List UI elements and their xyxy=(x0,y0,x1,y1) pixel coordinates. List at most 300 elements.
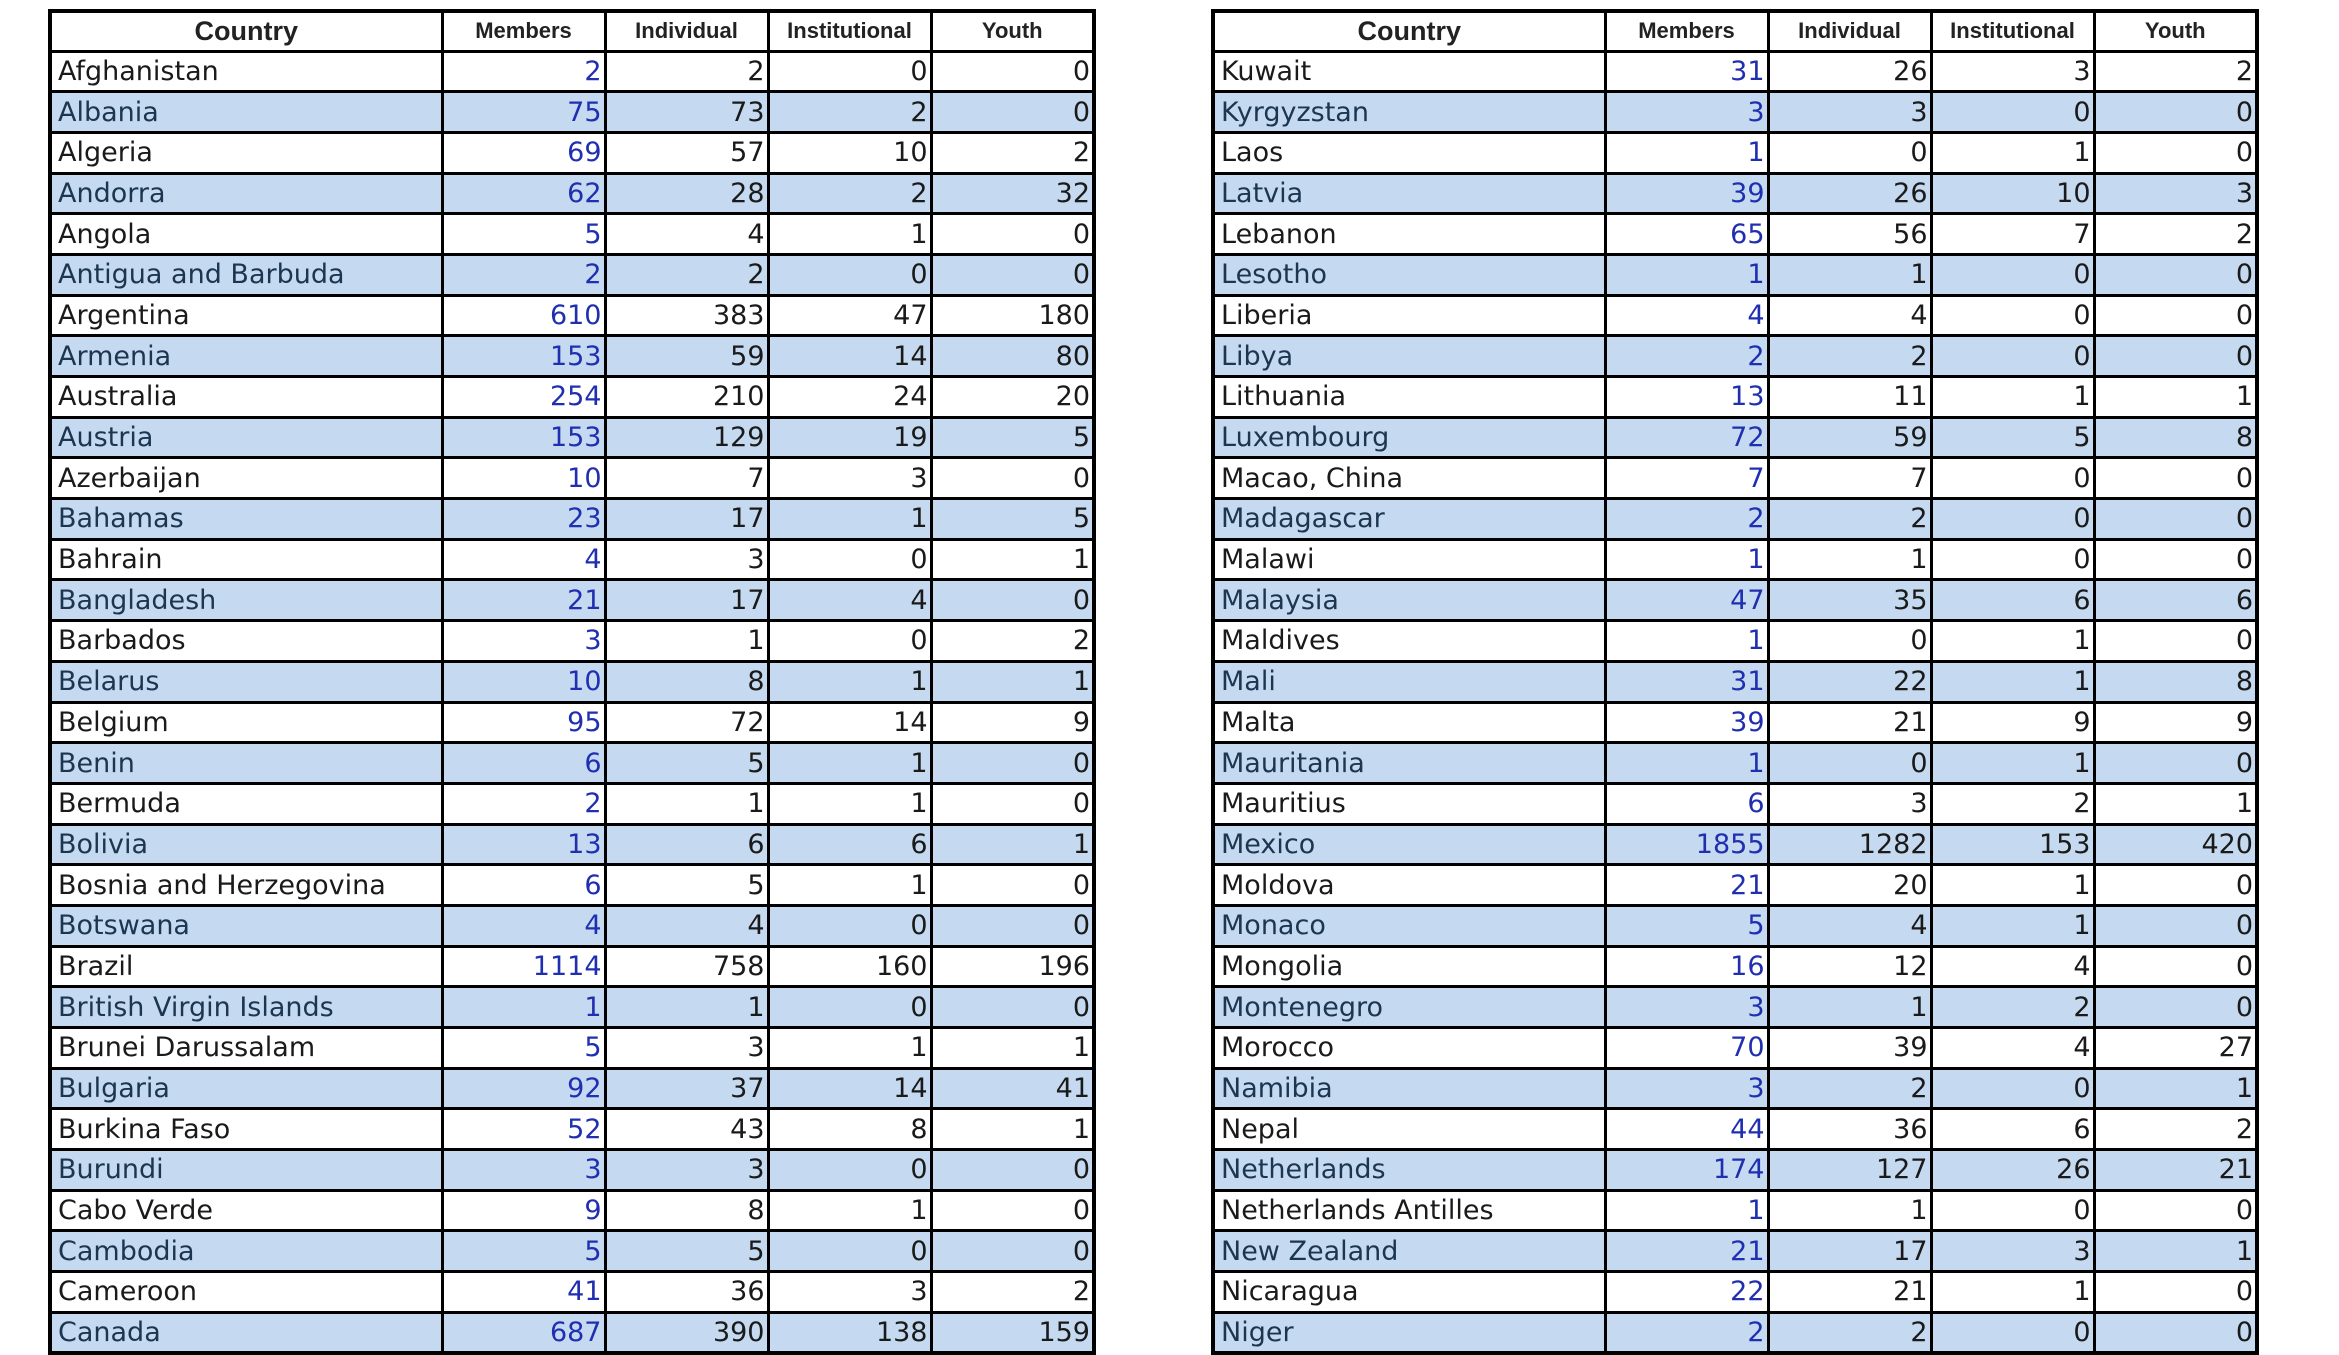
header-row xyxy=(1213,11,2257,51)
youth-cell: 0 xyxy=(2094,539,2257,580)
institutional-cell: 0 xyxy=(1931,336,2094,377)
country-cell: Mali xyxy=(1213,661,1605,702)
country-cell: Libya xyxy=(1213,336,1605,377)
table-row xyxy=(50,865,1094,906)
individual-cell: 1 xyxy=(605,987,768,1028)
institutional-cell: 4 xyxy=(1931,946,2094,987)
individual-cell: 20 xyxy=(1768,865,1931,906)
members-cell: 65 xyxy=(1605,214,1768,255)
individual-cell: 28 xyxy=(605,173,768,214)
youth-cell: 2 xyxy=(2094,214,2257,255)
individual-cell: 2 xyxy=(1768,499,1931,540)
institutional-cell: 0 xyxy=(768,905,931,946)
individual-cell: 59 xyxy=(1768,417,1931,458)
members-cell: 1855 xyxy=(1605,824,1768,865)
members-cell: 52 xyxy=(442,1109,605,1150)
members-cell: 3 xyxy=(442,1150,605,1191)
country-cell: Mongolia xyxy=(1213,946,1605,987)
members-table-left xyxy=(48,9,1096,1355)
institutional-cell: 26 xyxy=(1931,1150,2094,1191)
institutional-cell: 0 xyxy=(1931,539,2094,580)
members-cell: 13 xyxy=(442,824,605,865)
institutional-cell: 1 xyxy=(768,743,931,784)
institutional-cell: 1 xyxy=(1931,661,2094,702)
table-row xyxy=(50,132,1094,173)
institutional-cell: 1 xyxy=(768,1190,931,1231)
individual-cell: 72 xyxy=(605,702,768,743)
table-row xyxy=(1213,51,2257,92)
country-cell: Madagascar xyxy=(1213,499,1605,540)
country-cell: Bangladesh xyxy=(50,580,442,621)
members-cell: 6 xyxy=(442,743,605,784)
country-cell: Mexico xyxy=(1213,824,1605,865)
country-cell: Kyrgyzstan xyxy=(1213,92,1605,133)
country-cell: Andorra xyxy=(50,173,442,214)
youth-cell: 420 xyxy=(2094,824,2257,865)
header-youth: Youth xyxy=(2094,11,2257,51)
table-row xyxy=(50,661,1094,702)
individual-cell: 59 xyxy=(605,336,768,377)
institutional-cell: 1 xyxy=(1931,743,2094,784)
youth-cell: 2 xyxy=(931,132,1094,173)
institutional-cell: 14 xyxy=(768,336,931,377)
table-row xyxy=(1213,1190,2257,1231)
institutional-cell: 6 xyxy=(768,824,931,865)
country-cell: Bosnia and Herzegovina xyxy=(50,865,442,906)
youth-cell: 8 xyxy=(2094,661,2257,702)
institutional-cell: 14 xyxy=(768,702,931,743)
country-cell: Cameroon xyxy=(50,1272,442,1313)
institutional-cell: 1 xyxy=(1931,621,2094,662)
members-table-right xyxy=(1211,9,2259,1355)
institutional-cell: 1 xyxy=(768,499,931,540)
country-cell: Brunei Darussalam xyxy=(50,1028,442,1069)
institutional-cell: 0 xyxy=(1931,295,2094,336)
institutional-cell: 0 xyxy=(1931,1312,2094,1353)
institutional-cell: 6 xyxy=(1931,1109,2094,1150)
institutional-cell: 24 xyxy=(768,377,931,418)
individual-cell: 2 xyxy=(605,254,768,295)
institutional-cell: 0 xyxy=(768,987,931,1028)
individual-cell: 2 xyxy=(1768,336,1931,377)
youth-cell: 21 xyxy=(2094,1150,2257,1191)
youth-cell: 2 xyxy=(931,621,1094,662)
individual-cell: 37 xyxy=(605,1068,768,1109)
table-row xyxy=(50,1190,1094,1231)
individual-cell: 3 xyxy=(1768,92,1931,133)
individual-cell: 8 xyxy=(605,1190,768,1231)
individual-cell: 3 xyxy=(605,1150,768,1191)
individual-cell: 26 xyxy=(1768,173,1931,214)
members-cell: 5 xyxy=(442,1231,605,1272)
youth-cell: 1 xyxy=(931,661,1094,702)
institutional-cell: 3 xyxy=(768,458,931,499)
youth-cell: 1 xyxy=(931,1028,1094,1069)
youth-cell: 0 xyxy=(931,580,1094,621)
members-cell: 2 xyxy=(442,783,605,824)
members-cell: 22 xyxy=(1605,1272,1768,1313)
country-cell: Australia xyxy=(50,377,442,418)
country-cell: Burkina Faso xyxy=(50,1109,442,1150)
country-cell: Bolivia xyxy=(50,824,442,865)
members-cell: 3 xyxy=(442,621,605,662)
members-cell: 21 xyxy=(1605,865,1768,906)
members-cell: 1 xyxy=(1605,1190,1768,1231)
youth-cell: 9 xyxy=(2094,702,2257,743)
country-cell: Malta xyxy=(1213,702,1605,743)
country-cell: Cambodia xyxy=(50,1231,442,1272)
individual-cell: 73 xyxy=(605,92,768,133)
youth-cell: 0 xyxy=(931,214,1094,255)
members-cell: 10 xyxy=(442,458,605,499)
country-cell: Moldova xyxy=(1213,865,1605,906)
youth-cell: 196 xyxy=(931,946,1094,987)
institutional-cell: 4 xyxy=(1931,1028,2094,1069)
country-cell: Netherlands Antilles xyxy=(1213,1190,1605,1231)
members-cell: 6 xyxy=(1605,783,1768,824)
individual-cell: 12 xyxy=(1768,946,1931,987)
table-row xyxy=(1213,1150,2257,1191)
institutional-cell: 0 xyxy=(1931,1068,2094,1109)
institutional-cell: 0 xyxy=(768,539,931,580)
individual-cell: 56 xyxy=(1768,214,1931,255)
table-row xyxy=(50,336,1094,377)
institutional-cell: 1 xyxy=(1931,132,2094,173)
country-cell: Armenia xyxy=(50,336,442,377)
youth-cell: 0 xyxy=(2094,621,2257,662)
youth-cell: 1 xyxy=(2094,1231,2257,1272)
country-cell: Maldives xyxy=(1213,621,1605,662)
individual-cell: 1 xyxy=(605,621,768,662)
institutional-cell: 7 xyxy=(1931,214,2094,255)
country-cell: Lebanon xyxy=(1213,214,1605,255)
country-cell: Argentina xyxy=(50,295,442,336)
country-cell: Morocco xyxy=(1213,1028,1605,1069)
youth-cell: 2 xyxy=(931,1272,1094,1313)
members-cell: 47 xyxy=(1605,580,1768,621)
individual-cell: 0 xyxy=(1768,132,1931,173)
members-cell: 153 xyxy=(442,417,605,458)
individual-cell: 3 xyxy=(1768,783,1931,824)
individual-cell: 4 xyxy=(605,905,768,946)
institutional-cell: 0 xyxy=(1931,499,2094,540)
youth-cell: 0 xyxy=(2094,905,2257,946)
country-cell: Lithuania xyxy=(1213,377,1605,418)
country-cell: Macao, China xyxy=(1213,458,1605,499)
youth-cell: 0 xyxy=(2094,946,2257,987)
members-cell: 2 xyxy=(442,51,605,92)
country-cell: Benin xyxy=(50,743,442,784)
institutional-cell: 0 xyxy=(768,1150,931,1191)
header-individual: Individual xyxy=(1768,11,1931,51)
members-cell: 3 xyxy=(1605,1068,1768,1109)
individual-cell: 0 xyxy=(1768,621,1931,662)
table-row xyxy=(1213,1028,2257,1069)
header-individual: Individual xyxy=(605,11,768,51)
individual-cell: 22 xyxy=(1768,661,1931,702)
country-cell: Bahamas xyxy=(50,499,442,540)
table-row xyxy=(50,621,1094,662)
individual-cell: 1 xyxy=(1768,1190,1931,1231)
country-cell: Namibia xyxy=(1213,1068,1605,1109)
members-cell: 4 xyxy=(442,539,605,580)
members-cell: 3 xyxy=(1605,92,1768,133)
institutional-cell: 3 xyxy=(1931,1231,2094,1272)
table-row xyxy=(50,1150,1094,1191)
institutional-cell: 0 xyxy=(768,1231,931,1272)
youth-cell: 1 xyxy=(2094,1068,2257,1109)
individual-cell: 21 xyxy=(1768,702,1931,743)
members-cell: 1 xyxy=(1605,254,1768,295)
individual-cell: 57 xyxy=(605,132,768,173)
members-cell: 95 xyxy=(442,702,605,743)
members-cell: 2 xyxy=(1605,336,1768,377)
individual-cell: 1 xyxy=(1768,254,1931,295)
individual-cell: 5 xyxy=(605,865,768,906)
country-cell: Belarus xyxy=(50,661,442,702)
table-row xyxy=(1213,946,2257,987)
table-row xyxy=(50,214,1094,255)
table-row xyxy=(50,1312,1094,1353)
table-row xyxy=(1213,295,2257,336)
table-row xyxy=(50,173,1094,214)
individual-cell: 127 xyxy=(1768,1150,1931,1191)
institutional-cell: 19 xyxy=(768,417,931,458)
members-cell: 31 xyxy=(1605,51,1768,92)
table-row xyxy=(1213,783,2257,824)
table-row xyxy=(50,295,1094,336)
institutional-cell: 160 xyxy=(768,946,931,987)
institutional-cell: 0 xyxy=(768,621,931,662)
institutional-cell: 0 xyxy=(1931,1190,2094,1231)
members-cell: 31 xyxy=(1605,661,1768,702)
youth-cell: 0 xyxy=(2094,1272,2257,1313)
members-cell: 23 xyxy=(442,499,605,540)
individual-cell: 1 xyxy=(605,783,768,824)
table-row xyxy=(50,254,1094,295)
country-cell: Montenegro xyxy=(1213,987,1605,1028)
institutional-cell: 9 xyxy=(1931,702,2094,743)
members-cell: 21 xyxy=(442,580,605,621)
members-cell: 5 xyxy=(1605,905,1768,946)
table-row xyxy=(50,743,1094,784)
country-cell: Austria xyxy=(50,417,442,458)
institutional-cell: 1 xyxy=(1931,865,2094,906)
members-cell: 39 xyxy=(1605,702,1768,743)
youth-cell: 1 xyxy=(931,539,1094,580)
table-row xyxy=(50,824,1094,865)
youth-cell: 0 xyxy=(2094,1312,2257,1353)
individual-cell: 4 xyxy=(1768,905,1931,946)
youth-cell: 1 xyxy=(931,824,1094,865)
youth-cell: 0 xyxy=(931,458,1094,499)
youth-cell: 0 xyxy=(2094,987,2257,1028)
table-row xyxy=(1213,377,2257,418)
table-row xyxy=(50,946,1094,987)
country-cell: Bermuda xyxy=(50,783,442,824)
individual-cell: 17 xyxy=(1768,1231,1931,1272)
institutional-cell: 47 xyxy=(768,295,931,336)
institutional-cell: 2 xyxy=(1931,783,2094,824)
country-cell: Lesotho xyxy=(1213,254,1605,295)
members-cell: 610 xyxy=(442,295,605,336)
country-cell: Albania xyxy=(50,92,442,133)
youth-cell: 0 xyxy=(2094,92,2257,133)
institutional-cell: 138 xyxy=(768,1312,931,1353)
individual-cell: 17 xyxy=(605,580,768,621)
table-row xyxy=(50,1028,1094,1069)
youth-cell: 1 xyxy=(931,1109,1094,1150)
members-cell: 1 xyxy=(1605,539,1768,580)
members-cell: 62 xyxy=(442,173,605,214)
members-cell: 1 xyxy=(1605,132,1768,173)
table-row xyxy=(1213,1068,2257,1109)
members-cell: 1 xyxy=(1605,621,1768,662)
institutional-cell: 1 xyxy=(768,783,931,824)
members-cell: 39 xyxy=(1605,173,1768,214)
institutional-cell: 1 xyxy=(1931,905,2094,946)
youth-cell: 0 xyxy=(931,865,1094,906)
individual-cell: 4 xyxy=(605,214,768,255)
table-row xyxy=(50,1109,1094,1150)
country-cell: Malawi xyxy=(1213,539,1605,580)
table-row xyxy=(1213,824,2257,865)
table-row xyxy=(50,1231,1094,1272)
individual-cell: 17 xyxy=(605,499,768,540)
institutional-cell: 153 xyxy=(1931,824,2094,865)
individual-cell: 129 xyxy=(605,417,768,458)
institutional-cell: 1 xyxy=(1931,1272,2094,1313)
members-cell: 7 xyxy=(1605,458,1768,499)
individual-cell: 7 xyxy=(605,458,768,499)
institutional-cell: 3 xyxy=(768,1272,931,1313)
table-row xyxy=(1213,580,2257,621)
members-cell: 16 xyxy=(1605,946,1768,987)
table-row xyxy=(50,92,1094,133)
youth-cell: 0 xyxy=(931,743,1094,784)
table-row xyxy=(50,905,1094,946)
table-row xyxy=(1213,1312,2257,1353)
table-row xyxy=(1213,661,2257,702)
youth-cell: 3 xyxy=(2094,173,2257,214)
members-cell: 1 xyxy=(1605,743,1768,784)
institutional-cell: 8 xyxy=(768,1109,931,1150)
individual-cell: 5 xyxy=(605,1231,768,1272)
institutional-cell: 10 xyxy=(768,132,931,173)
country-cell: Cabo Verde xyxy=(50,1190,442,1231)
institutional-cell: 1 xyxy=(768,865,931,906)
individual-cell: 39 xyxy=(1768,1028,1931,1069)
youth-cell: 6 xyxy=(2094,580,2257,621)
youth-cell: 0 xyxy=(931,783,1094,824)
members-cell: 2 xyxy=(442,254,605,295)
institutional-cell: 0 xyxy=(1931,92,2094,133)
institutional-cell: 1 xyxy=(768,1028,931,1069)
country-cell: Netherlands xyxy=(1213,1150,1605,1191)
youth-cell: 0 xyxy=(2094,336,2257,377)
members-cell: 75 xyxy=(442,92,605,133)
table-row xyxy=(50,458,1094,499)
table-row xyxy=(1213,987,2257,1028)
individual-cell: 383 xyxy=(605,295,768,336)
individual-cell: 8 xyxy=(605,661,768,702)
country-cell: Antigua and Barbuda xyxy=(50,254,442,295)
country-cell: Malaysia xyxy=(1213,580,1605,621)
table-row xyxy=(1213,254,2257,295)
members-cell: 1 xyxy=(442,987,605,1028)
members-cell: 21 xyxy=(1605,1231,1768,1272)
youth-cell: 41 xyxy=(931,1068,1094,1109)
youth-cell: 0 xyxy=(931,1150,1094,1191)
institutional-cell: 1 xyxy=(768,661,931,702)
members-cell: 2 xyxy=(1605,1312,1768,1353)
country-cell: Nepal xyxy=(1213,1109,1605,1150)
institutional-cell: 0 xyxy=(768,254,931,295)
table-row xyxy=(1213,865,2257,906)
country-cell: Monaco xyxy=(1213,905,1605,946)
header-row xyxy=(50,11,1094,51)
individual-cell: 35 xyxy=(1768,580,1931,621)
individual-cell: 7 xyxy=(1768,458,1931,499)
table-row xyxy=(50,539,1094,580)
individual-cell: 1 xyxy=(1768,539,1931,580)
individual-cell: 2 xyxy=(605,51,768,92)
header-institutional: Institutional xyxy=(768,11,931,51)
country-cell: Latvia xyxy=(1213,173,1605,214)
individual-cell: 1282 xyxy=(1768,824,1931,865)
individual-cell: 26 xyxy=(1768,51,1931,92)
members-cell: 10 xyxy=(442,661,605,702)
youth-cell: 9 xyxy=(931,702,1094,743)
country-cell: Belgium xyxy=(50,702,442,743)
individual-cell: 43 xyxy=(605,1109,768,1150)
table-row xyxy=(1213,173,2257,214)
youth-cell: 32 xyxy=(931,173,1094,214)
youth-cell: 0 xyxy=(931,51,1094,92)
country-cell: Algeria xyxy=(50,132,442,173)
members-cell: 2 xyxy=(1605,499,1768,540)
youth-cell: 5 xyxy=(931,417,1094,458)
table-row xyxy=(50,51,1094,92)
country-cell: Brazil xyxy=(50,946,442,987)
youth-cell: 0 xyxy=(2094,132,2257,173)
table-row xyxy=(1213,539,2257,580)
table-row xyxy=(50,417,1094,458)
table-row xyxy=(1213,92,2257,133)
members-cell: 9 xyxy=(442,1190,605,1231)
table-row xyxy=(50,783,1094,824)
individual-cell: 3 xyxy=(605,539,768,580)
country-cell: Botswana xyxy=(50,905,442,946)
members-cell: 1114 xyxy=(442,946,605,987)
individual-cell: 2 xyxy=(1768,1312,1931,1353)
header-members: Members xyxy=(1605,11,1768,51)
individual-cell: 0 xyxy=(1768,743,1931,784)
institutional-cell: 2 xyxy=(768,92,931,133)
country-cell: Bahrain xyxy=(50,539,442,580)
table-row xyxy=(50,580,1094,621)
table-row xyxy=(1213,499,2257,540)
members-cell: 5 xyxy=(442,214,605,255)
members-cell: 92 xyxy=(442,1068,605,1109)
country-cell: Nicaragua xyxy=(1213,1272,1605,1313)
table-row xyxy=(1213,1231,2257,1272)
members-cell: 6 xyxy=(442,865,605,906)
individual-cell: 36 xyxy=(1768,1109,1931,1150)
youth-cell: 0 xyxy=(931,987,1094,1028)
youth-cell: 5 xyxy=(931,499,1094,540)
youth-cell: 2 xyxy=(2094,1109,2257,1150)
